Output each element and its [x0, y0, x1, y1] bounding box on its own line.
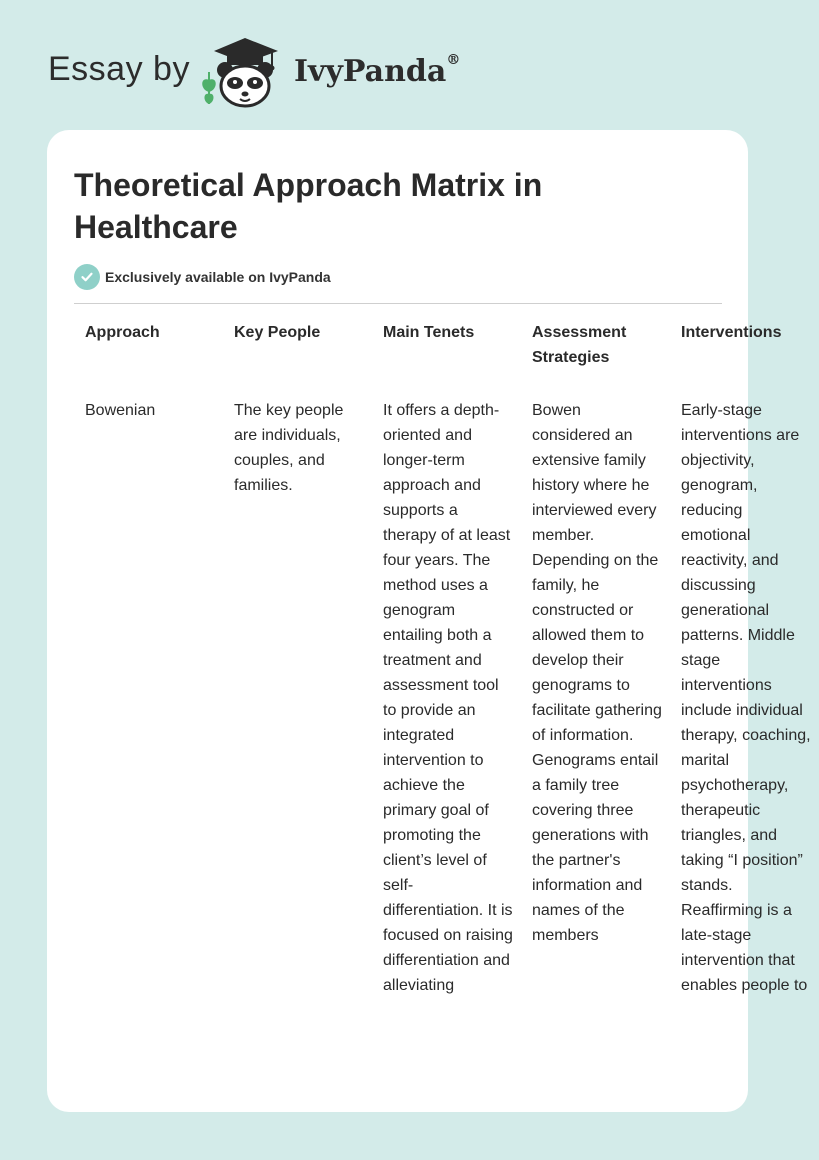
- badge-text: Exclusively available on IvyPanda: [105, 269, 331, 285]
- column-header-assessment-strategies: Assessment Strategies: [532, 324, 627, 366]
- table-header-row: [74, 320, 819, 398]
- cell-interventions: Early-stage interventions are objectivity, genogram, reducing emotional reactivity, and discussing generational patterns. Middle stage interventions include individual therapy, coaching, marital psychotherapy, therapeutic triangles, and taking “I position” stands. Reaffirming is a late-stage intervention that enables people to: [681, 402, 811, 994]
- registered-mark: ®: [446, 52, 461, 68]
- brand-header: [48, 34, 488, 114]
- approach-matrix-table: [74, 320, 819, 998]
- brand-name-text: IvyPanda: [294, 54, 447, 89]
- cell-assessment-strategies: Bowen considered an extensive family history where he interviewed every member. Depending on the family, he constructed or allowed them to develop their genograms to facilitate gathering of information. Genograms entail a family tree covering three generations with the partner's information and names of the members: [532, 402, 662, 944]
- checkmark-icon: [74, 264, 100, 290]
- divider: [74, 303, 722, 304]
- column-header-main-tenets: Main Tenets: [383, 324, 475, 341]
- panda-logo-icon: [198, 34, 288, 110]
- brand-prefix: Essay by: [48, 50, 190, 88]
- document-card: [47, 130, 811, 1112]
- column-header-approach: Approach: [85, 324, 160, 341]
- cell-approach: Bowenian: [85, 402, 156, 419]
- table-row: [74, 398, 819, 998]
- column-header-interventions: Interventions: [681, 324, 782, 341]
- cell-main-tenets: It offers a depth-oriented and longer-term approach and supports a therapy of at least four years. The method uses a genogram entailing both a treatment and assessment tool to provide an integrated intervention to achieve the primary goal of promoting the client’s level of self-differentiation. It is focused on raising differentiation and alleviating: [383, 402, 513, 994]
- page-title: Theoretical Approach Matrix in Healthcare: [74, 167, 543, 245]
- column-header-key-people: Key People: [234, 324, 321, 341]
- cell-key-people: The key people are individuals, couples, and families.: [234, 402, 344, 494]
- exclusive-badge: [74, 264, 331, 290]
- brand-name: [294, 54, 460, 89]
